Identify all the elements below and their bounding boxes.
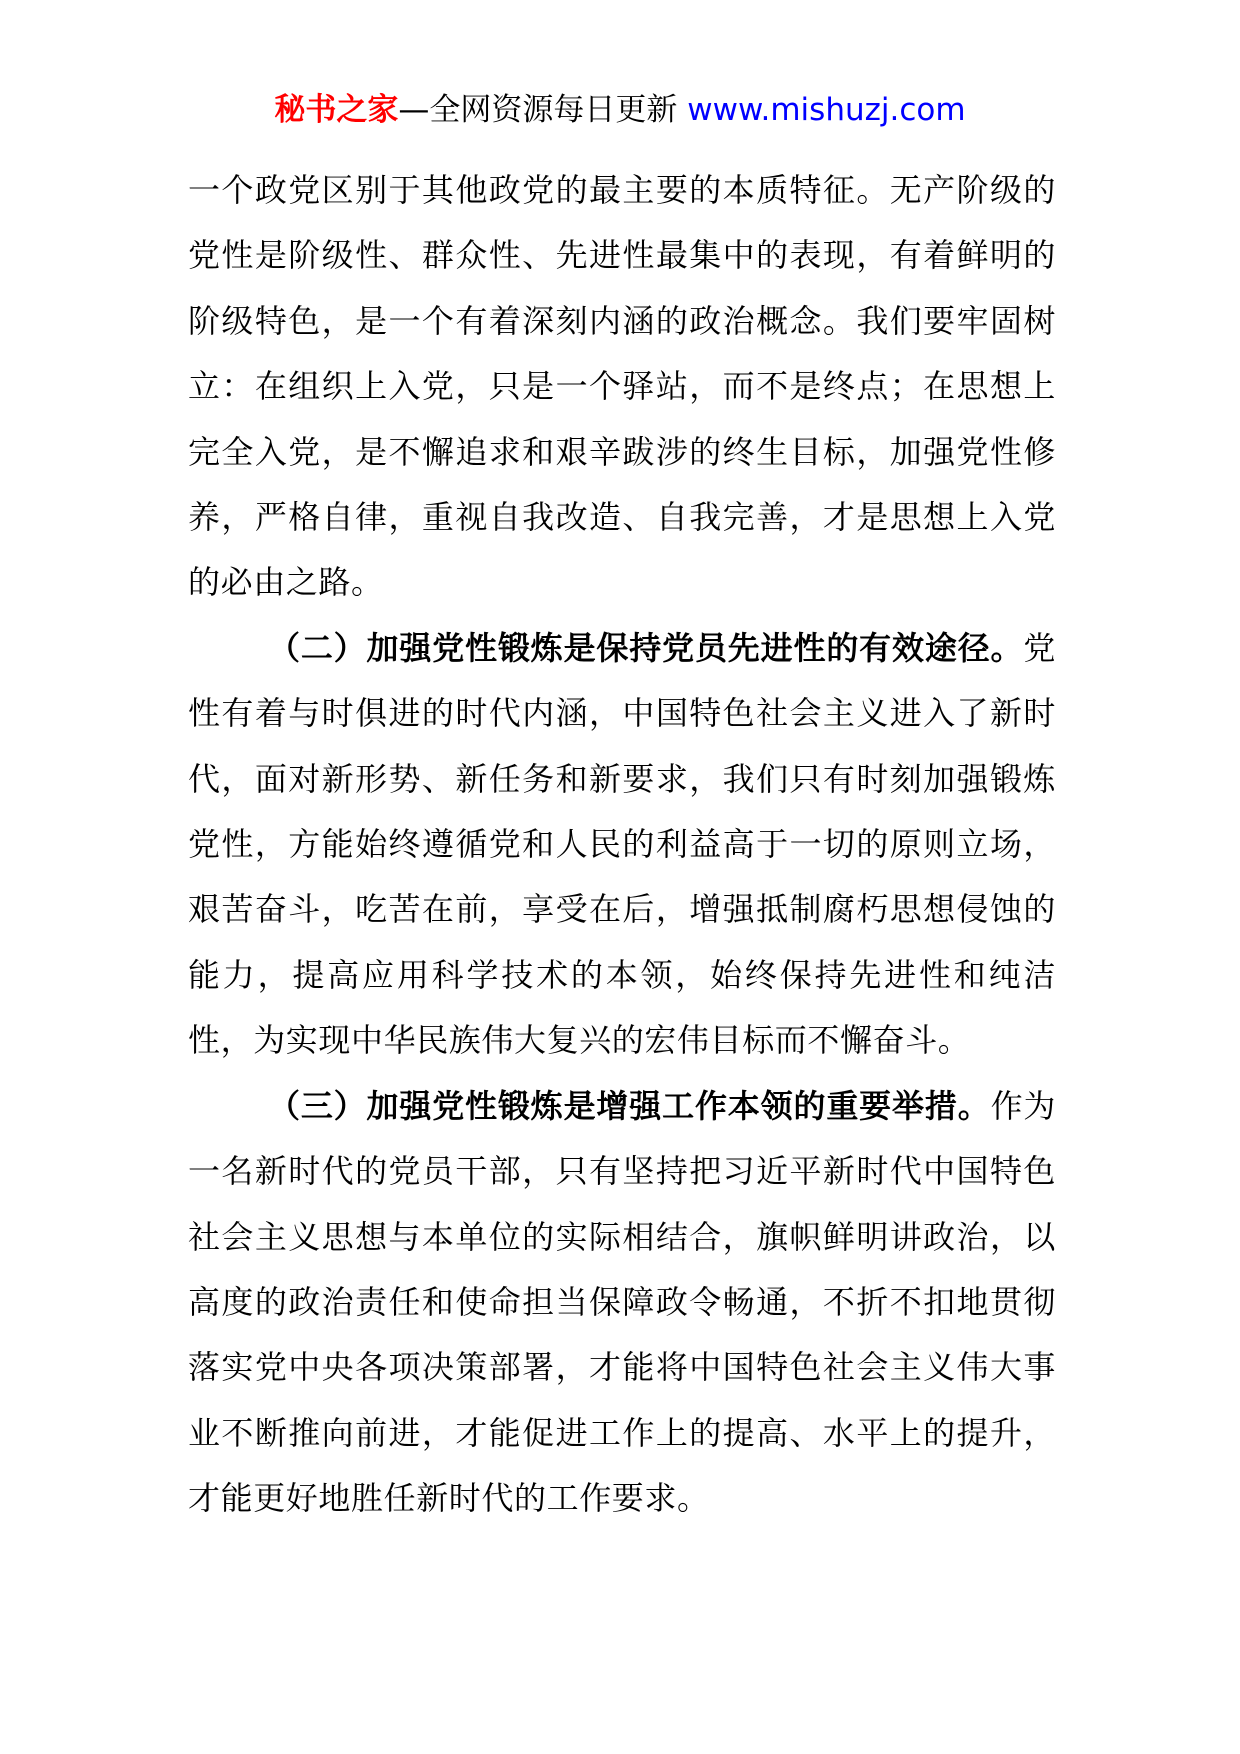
paragraph-text: 党性有着与时俱进的时代内涵，中国特色社会主义进入了新时代，面对新形势、新任务和新要求，我们只有时刻加强锻炼党性，方能始终遵循党和人民的利益高于一切的原则立场，艰苦奋斗，吃苦在前，享受在后，增强抵制腐朽思想侵蚀的能力，提高应用科学技术的本领，始终保持先进性和纯洁性，为实现中华民族伟大复兴的宏伟目标而不懈奋斗。 [188,628,1056,1060]
paragraph-section-3 [188,1074,1056,1532]
section-heading: （二）加强党性锻炼是保持党员先进性的有效途径。 [268,628,1024,667]
document-body [188,158,1056,1532]
paragraph-section-2 [188,616,1056,1074]
paragraph-continuation [188,158,1056,616]
site-url-link[interactable]: www.mishuzj.com [687,92,966,128]
paragraph-text: 作为一名新时代的党员干部，只有坚持把习近平新时代中国特色社会主义思想与本单位的实际相结合，旗帜鲜明讲政治，以高度的政治责任和使命担当保障政令畅通，不折不扣地贯彻落实党中央各项决策部署，才能将中国特色社会主义伟大事业不断推向前进，才能促进工作上的提高、水平上的提升，才能更好地胜任新时代的工作要求。 [188,1086,1057,1518]
header-tagline: —全网资源每日更新 [398,92,688,128]
brand-name: 秘书之家 [274,92,399,128]
section-heading: （三）加强党性锻炼是增强工作本领的重要举措。 [268,1086,991,1125]
page-header [0,92,1240,129]
paragraph-text: 一个政党区别于其他政党的最主要的本质特征。无产阶级的党性是阶级性、群众性、先进性最集中的表现，有着鲜明的阶级特色，是一个有着深刻内涵的政治概念。我们要牢固树立：在组织上入党，只是一个驿站，而不是终点；在思想上完全入党，是不懈追求和艰辛跋涉的终生目标，加强党性修养，严格自律，重视自我改造、自我完善，才是思想上入党的必由之路。 [188,171,1056,602]
